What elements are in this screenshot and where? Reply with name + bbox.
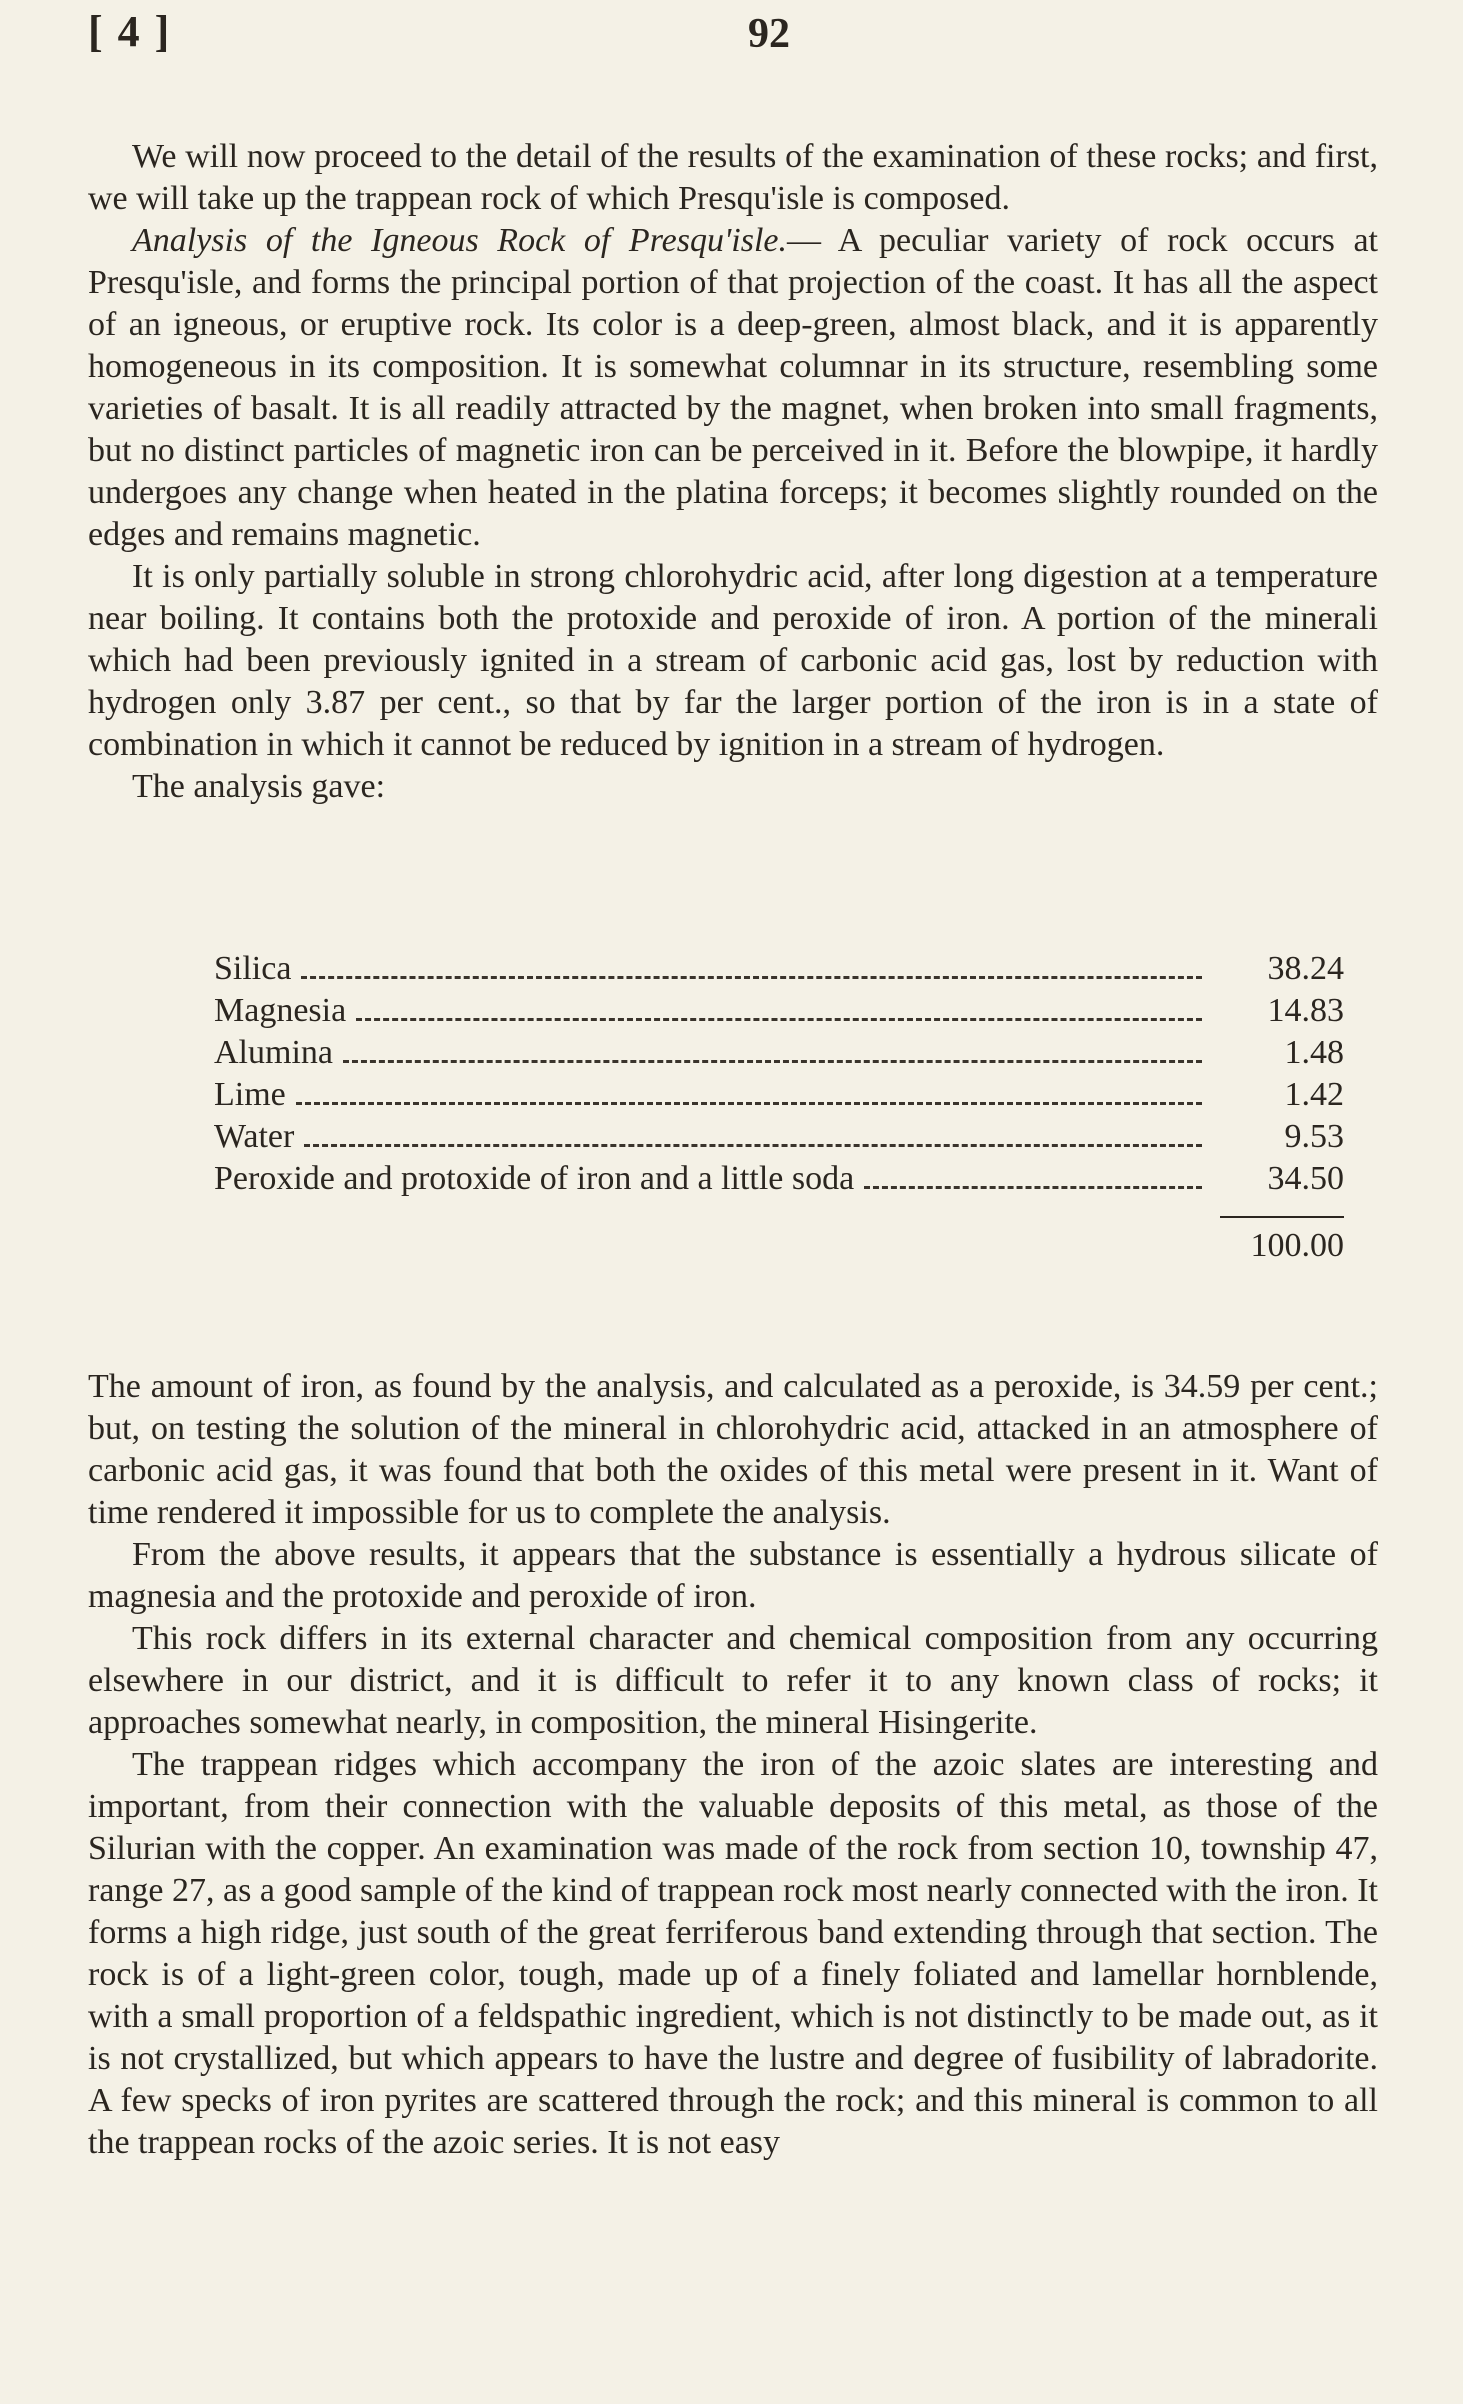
- body-text-bottom: [88, 1366, 1378, 2164]
- signature-mark: [ 4 ]: [88, 7, 172, 56]
- leader-dots: [304, 1144, 1202, 1147]
- row-label: Water: [214, 1118, 295, 1155]
- paragraph-differs: This rock differs in its external character and chemical composition from any occurring elsewhere in our district, and it is difficult to refer it to any known class of rocks; it approaches somewhat nearly, in composition, the mineral Hisingerite.: [88, 1620, 1378, 1741]
- table-total: 100.00: [1250, 1227, 1344, 1264]
- leader-dots: [343, 1060, 1202, 1063]
- paragraph-trappean-ridges: The trappean ridges which accompany the iron of the azoic slates are interesting and important, from their connection with the valuable deposits of this metal, as those of the Silurian with the copper. An examination was made of the rock from section 10, township 47, range 27, as a good sample of the kind of trappean rock most nearly connected with the iron. It forms a high ridge, just south of the great ferriferous band extending through that section. The rock is of a light-green color, tough, made up of a finely foliated and lamellar hornblende, with a small proportion of a feldspathic ingredient, which is not distinctly to be made out, as it is not crystallized, but which appears to have the lustre and degree of fusibility of labradorite. A few specks of iron pyrites are scattered through the rock; and this mineral is common to all the trappean rocks of the azoic series. It is not easy: [88, 1746, 1378, 2161]
- paragraph-analysis-heading: [88, 220, 1378, 556]
- table-row: [214, 1076, 1344, 1118]
- table-row: [214, 950, 1344, 992]
- paragraph-intro: We will now proceed to the detail of the results of the examination of these rocks; and first, we will take up the trappean rock of which Presqu'isle is composed.: [88, 138, 1378, 217]
- row-label: Peroxide and protoxide of iron and a little soda: [214, 1160, 855, 1197]
- section-heading: Analysis of the Igneous Rock of Presqu'isle.: [132, 222, 787, 259]
- leader-dots: [296, 1102, 1202, 1105]
- row-value: 9.53: [1284, 1118, 1344, 1155]
- leader-dots: [864, 1186, 1202, 1189]
- paragraph-solubility: It is only partially soluble in strong chlorohydric acid, after long digestion at a temperature near boiling. It contains both the protoxide and peroxide of iron. A portion of the minerali which had been previously ignited in a stream of carbonic acid gas, lost by reduction with hydrogen only 3.87 per cent., so that by far the larger portion of the iron is in a state of combination in which it cannot be reduced by ignition in a stream of hydrogen.: [88, 558, 1378, 763]
- row-label: Alumina: [214, 1034, 333, 1071]
- row-label: Lime: [214, 1076, 286, 1113]
- row-label: Silica: [214, 950, 292, 987]
- row-value: 1.42: [1284, 1076, 1344, 1113]
- leader-dots: [356, 1018, 1202, 1021]
- page-header: [88, 0, 1378, 80]
- table-row: [214, 1118, 1344, 1160]
- row-value: 38.24: [1267, 950, 1344, 987]
- row-value: 14.83: [1267, 992, 1344, 1029]
- paragraph-iron-amount: The amount of iron, as found by the analysis, and calculated as a peroxide, is 34.59 per cent.; but, on testing the solution of the mineral in chlorohydric acid, attacked in an atmosphere of carbonic acid gas, it was found that both the oxides of this metal were present in it. Want of time rendered it impossible for us to complete the analysis.: [88, 1368, 1378, 1531]
- page-number: 92: [748, 11, 790, 57]
- row-label: Magnesia: [214, 992, 347, 1029]
- table-row: [214, 1034, 1344, 1076]
- document-page: [88, 0, 1378, 2161]
- paragraph-analysis-gave: The analysis gave:: [132, 768, 386, 805]
- paragraph-analysis-text: — A peculiar variety of rock occurs at Presqu'isle, and forms the principal portion of that projection of the coast. It has all the aspect of an igneous, or eruptive rock. Its color is a deep-green, almost black, and it is apparently homogeneous in its composition. It is somewhat columnar in its structure, resembling some varieties of basalt. It is all readily attracted by the magnet, when broken into small fragments, but no distinct particles of magnetic iron can be perceived in it. Before the blowpipe, it hardly undergoes any change when heated in the platina forceps; it becomes slightly rounded on the edges and remains magnetic.: [88, 222, 1378, 553]
- leader-dots: [301, 976, 1202, 979]
- row-value: 1.48: [1284, 1034, 1344, 1071]
- analysis-table: [214, 950, 1344, 1274]
- table-row: [214, 992, 1344, 1034]
- table-row: [214, 1160, 1344, 1202]
- body-text-top: [88, 136, 1378, 808]
- paragraph-results: From the above results, it appears that the substance is essentially a hydrous silicate of magnesia and the protoxide and peroxide of iron.: [88, 1536, 1378, 1615]
- row-value: 34.50: [1267, 1160, 1344, 1197]
